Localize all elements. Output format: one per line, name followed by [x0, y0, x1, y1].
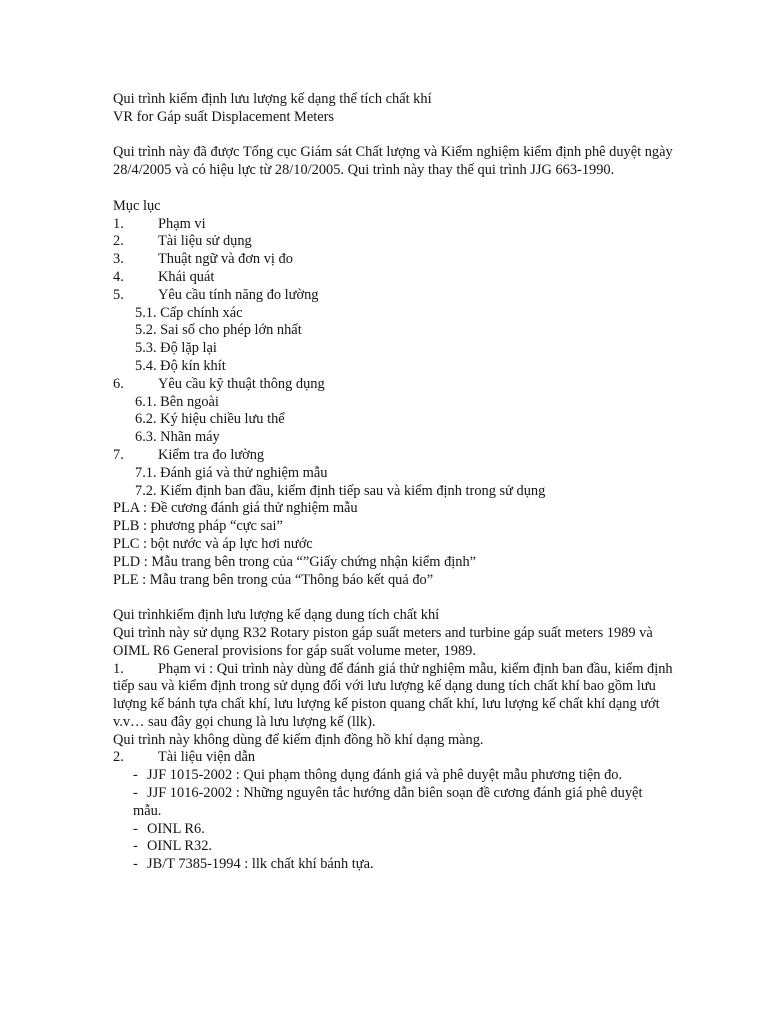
- toc-item-label: Phạm vi: [158, 215, 206, 232]
- bullet-dash: -: [133, 856, 138, 873]
- toc-title: Mục lục: [113, 197, 161, 214]
- toc-item-number: 1.: [113, 215, 124, 232]
- appendix-item: PLC : bột nước và áp lực hơi nước: [113, 535, 313, 552]
- refs-heading: [113, 749, 673, 767]
- toc-item-number: 4.: [113, 268, 124, 285]
- table-of-contents: [113, 216, 673, 501]
- reference-list: [113, 767, 673, 874]
- toc-item-number: 3.: [113, 251, 124, 268]
- toc-item-label: Kiểm tra đo lường: [158, 446, 265, 463]
- toc-item-label: Yêu cầu tính năng đo lường: [158, 286, 319, 303]
- appendix-list: [113, 500, 673, 589]
- refs-title: Tài liệu viện dẫn: [158, 749, 256, 766]
- bullet-dash: -: [133, 785, 138, 802]
- toc-item-number: 2.: [113, 233, 124, 250]
- refs-number: 2.: [113, 749, 124, 766]
- appendix-item: PLA : Đề cương đánh giá thử nghiệm mẫu: [113, 500, 358, 517]
- toc-item: [113, 233, 673, 251]
- toc-item-label: Khái quát: [158, 268, 215, 285]
- toc-item: [113, 251, 673, 269]
- toc-item-label: Yêu cầu kỹ thuật thông dụng: [158, 375, 325, 392]
- appendix-item: PLB : phương pháp “cực sai”: [113, 518, 283, 535]
- intro-paragraph: Qui trình này đã được Tổng cục Giám sát Chất lượng và Kiểm nghiệm kiểm định phê duyệt ngày 28/4/2005 và có hiệu lực từ 28/10/2005. Qui trình này thay thế qui trình JJG 663-1990.: [113, 144, 673, 179]
- toc-subitem: 5.1. Cấp chính xác: [135, 304, 243, 321]
- appendix-item: PLE : Mẫu trang bên trong của “Thông báo kết quả đo”: [113, 571, 434, 588]
- reference-text: JB/T 7385-1994 : llk chất khí bánh tựa.: [147, 856, 374, 873]
- section2-title: Qui trìnhkiểm định lưu lượng kế dạng dung tích chất khí: [113, 607, 440, 624]
- reference-text: JJF 1015-2002 : Qui phạm thông dụng đánh giá và phê duyệt mẫu phương tiện đo.: [147, 767, 623, 784]
- toc-subitem: 7.1. Đánh giá và thử nghiệm mẫu: [135, 464, 328, 481]
- toc-item: [113, 269, 673, 287]
- bullet-dash: -: [133, 767, 138, 784]
- bullet-dash: -: [133, 820, 138, 837]
- reference-text: OINL R32.: [147, 838, 213, 855]
- doc-title-line2: VR for Gáp suất Displacement Meters: [113, 108, 334, 125]
- appendix-item: PLD : Mẫu trang bên trong của “”Giấy chứng nhận kiểm định”: [113, 553, 477, 570]
- toc-item-number: 6.: [113, 375, 124, 392]
- toc-subitem: 5.3. Độ lặp lại: [135, 340, 217, 357]
- reference-item: [113, 821, 673, 839]
- toc-subitem: 7.2. Kiểm định ban đầu, kiểm định tiếp sau và kiểm định trong sử dụng: [135, 482, 546, 499]
- scope-text: Phạm vi : Qui trình này dùng để đánh giá thử nghiệm mẫu, kiểm định ban đầu, kiểm định tiếp sau và kiểm định trong sử dụng đối với lưu lượng kế dạng dung tích chất khí bao gồm lưu lượng kế bánh tựa chất khí, lưu lượng kế piston quang chất khí, lưu lượng kế chất khí dạng ướt v.v… sau đây gọi chung là lưu lượng kế (llk).: [113, 660, 673, 730]
- toc-subitem: 5.2. Sai số cho phép lớn nhất: [135, 322, 302, 339]
- toc-subitem: 6.2. Ký hiệu chiều lưu thể: [135, 411, 285, 428]
- doc-title-line1: Qui trình kiểm định lưu lượng kế dạng thể tích chất khí: [113, 91, 432, 107]
- reference-item: [113, 785, 673, 821]
- toc-item-number: 7.: [113, 446, 124, 463]
- toc-subitem: 6.3. Nhãn máy: [135, 429, 220, 446]
- toc-item-label: Thuật ngữ và đơn vị đo: [158, 251, 293, 268]
- toc-item: [113, 376, 673, 394]
- toc-item: [113, 216, 673, 234]
- reference-item: [113, 856, 673, 874]
- section2-intro: Qui trình này sử dụng R32 Rotary piston gáp suất meters and turbine gáp suất meters 1989 và OIML R6 General provisions for gáp suất volume meter, 1989.: [113, 624, 653, 659]
- reference-item: [113, 767, 673, 785]
- reference-text: OINL R6.: [147, 820, 205, 837]
- toc-item-number: 5.: [113, 286, 124, 303]
- toc-item: [113, 287, 673, 305]
- bullet-dash: -: [133, 838, 138, 855]
- toc-subitem: 5.4. Độ kín khít: [135, 357, 226, 374]
- reference-text: JJF 1016-2002 : Những nguyên tắc hướng dẫn biên soạn đề cương đánh giá phê duyệt mẫu.: [133, 785, 643, 819]
- scope-number: 1.: [113, 660, 124, 677]
- toc-subitem: 6.1. Bên ngoài: [135, 393, 219, 410]
- document-page: [113, 91, 673, 874]
- toc-item: [113, 447, 673, 465]
- toc-item-label: Tài liệu sử dụng: [158, 233, 252, 250]
- scope-paragraph: [113, 661, 673, 732]
- reference-item: [113, 838, 673, 856]
- scope-note: Qui trình này không dùng để kiểm định đồng hồ khí dạng màng.: [113, 731, 484, 748]
